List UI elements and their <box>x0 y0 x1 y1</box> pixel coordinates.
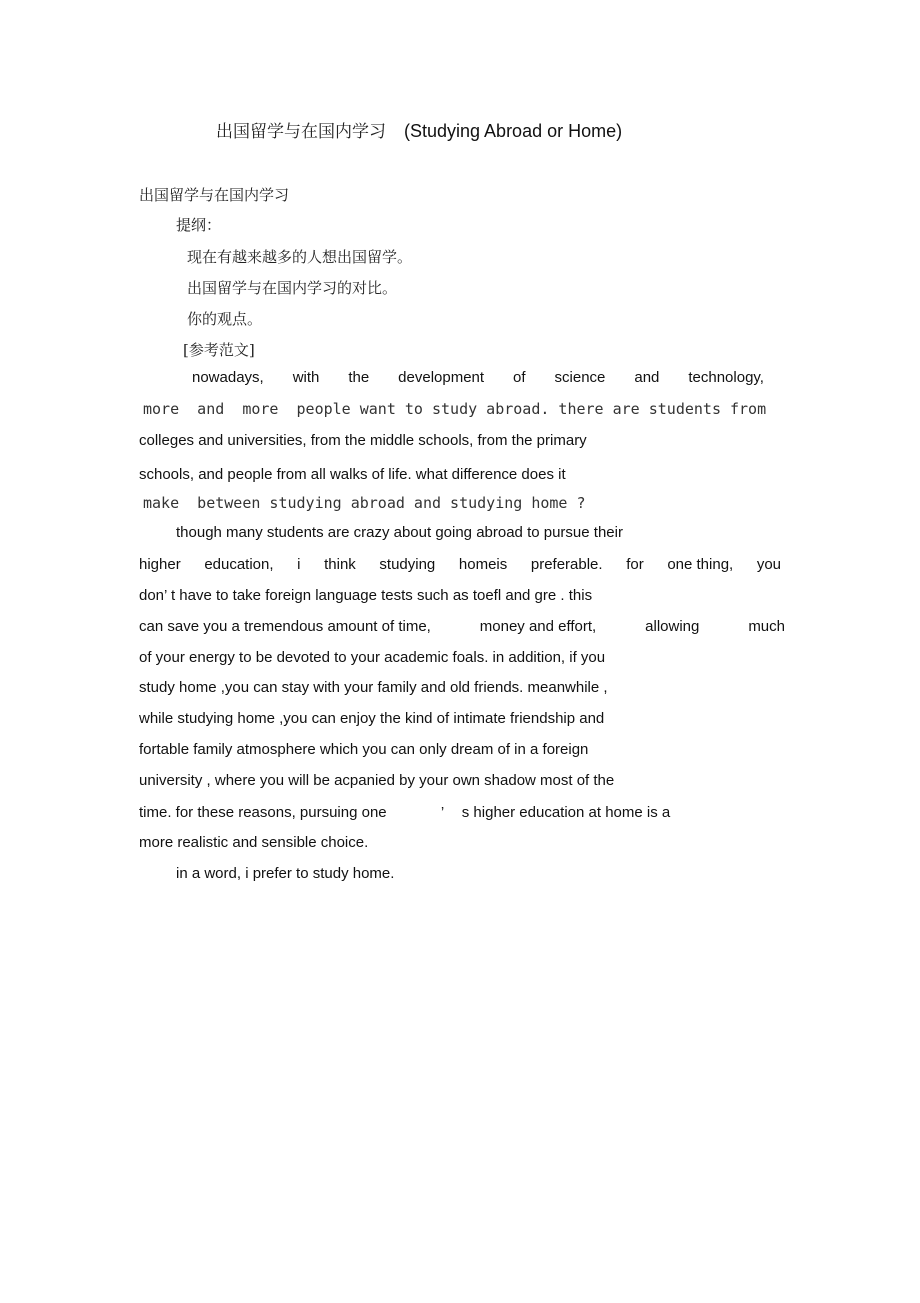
word: nowadays, <box>192 369 264 386</box>
word: i <box>297 556 301 573</box>
outline-item: 出国留学与在国内学习的对比。 <box>187 279 398 297</box>
outline-item: 你的观点。 <box>187 310 263 328</box>
word: technology, <box>688 369 764 386</box>
line-segment: s higher education at home is a <box>461 804 671 821</box>
reference-label: [参考范文] <box>183 341 255 359</box>
essay-line-9 <box>139 618 785 635</box>
word: preferable. <box>530 556 603 573</box>
title-english: (Studying Abroad or Home) <box>404 121 623 141</box>
word: much <box>748 618 785 635</box>
essay-line-16: more realistic and sensible choice. <box>139 834 369 851</box>
subtitle: 出国留学与在国内学习 <box>139 186 290 204</box>
essay-line-3: colleges and universities, from the middle schools, from the primary <box>139 432 587 449</box>
word: science <box>554 369 606 386</box>
outline-label: 提纲： <box>176 216 222 234</box>
line-segment: ’ <box>440 804 444 821</box>
word: education, <box>204 556 274 573</box>
word: you <box>756 556 781 573</box>
title-chinese: 出国留学与在国内学习 <box>216 122 386 142</box>
essay-line-11: study home ,you can stay with your family and old friends. meanwhile , <box>139 679 608 696</box>
outline-item: 现在有越来越多的人想出国留学。 <box>187 248 413 266</box>
line-segment: time. for these reasons, pursuing one <box>139 804 387 821</box>
word: can save you a tremendous amount of time, <box>139 618 431 635</box>
essay-line-2: more and more people want to study abroad. there are students from <box>143 400 767 418</box>
word: money and effort, <box>479 618 597 635</box>
essay-line-4: schools, and people from all walks of life. what difference does it <box>139 466 566 483</box>
word: of <box>513 369 526 386</box>
word: for <box>626 556 644 573</box>
essay-line-12: while studying home ,you can enjoy the kind of intimate friendship and <box>139 710 605 727</box>
word: the <box>348 369 370 386</box>
document-title <box>216 117 622 142</box>
essay-line-15 <box>139 804 670 821</box>
word: one thing, <box>667 556 734 573</box>
essay-line-17: in a word, i prefer to study home. <box>176 865 395 882</box>
word: think <box>324 556 356 573</box>
essay-line-8: don’ t have to take foreign language tests such as toefl and gre . this <box>139 587 593 604</box>
word: higher <box>139 556 181 573</box>
essay-line-14: university , where you will be acpanied by your own shadow most of the <box>139 772 615 789</box>
word: with <box>292 369 320 386</box>
essay-line-7 <box>139 556 781 573</box>
word: and <box>634 369 660 386</box>
essay-line-10: of your energy to be devoted to your academic foals. in addition, if you <box>139 649 606 666</box>
word: allowing <box>645 618 700 635</box>
word: homeis <box>458 556 508 573</box>
word: studying <box>379 556 436 573</box>
essay-line-6: though many students are crazy about going abroad to pursue their <box>176 524 623 541</box>
essay-line-13: fortable family atmosphere which you can only dream of in a foreign <box>139 741 589 758</box>
word: development <box>398 369 485 386</box>
essay-line-1 <box>192 369 764 386</box>
essay-line-5: make between studying abroad and studying home ? <box>143 494 586 512</box>
